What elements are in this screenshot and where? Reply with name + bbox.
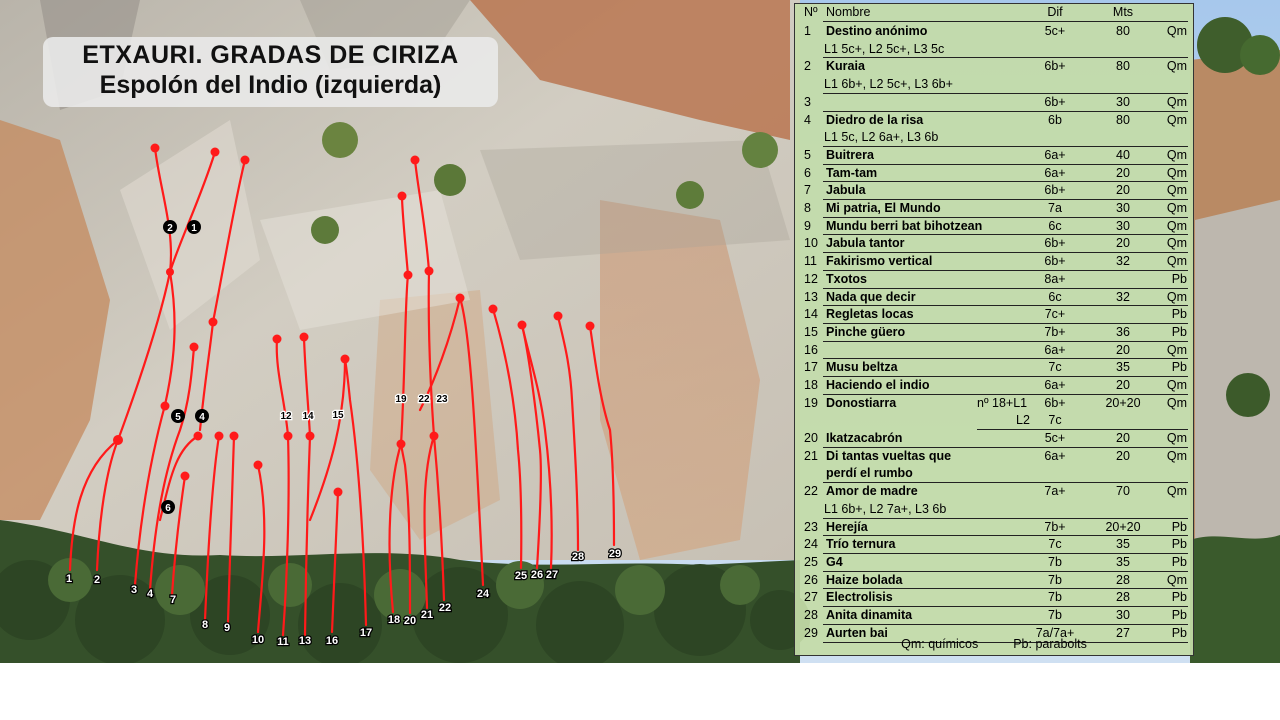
route-number: 11 [277,636,289,648]
route-grade: 7b [1048,555,1062,569]
page-title: ETXAURI. GRADAS DE CIRIZA [82,41,459,69]
route-grade: 7c [1048,360,1062,375]
route-grade: 6b+ [1044,395,1066,410]
route-length: 30 [1116,608,1130,623]
route-length: 35 [1116,360,1130,375]
route-length: 80 [1116,59,1130,74]
route-equipment: Qm [1166,59,1187,74]
route-number: 4 [146,588,154,600]
table-row [795,358,1193,376]
route-length: 20 [1116,183,1130,198]
table-row [795,323,1193,341]
route-number: 28 [571,551,585,563]
route-name: Donostiarra [826,395,897,410]
route-prefix: nº 18+L1 [977,395,1028,410]
route-equipment: Qm [1166,289,1187,304]
route-name: Aurten bai [826,625,888,640]
route-num: 23 [804,519,818,534]
route-num: 5 [804,147,811,162]
route-grade: 7c [1048,537,1062,552]
route-grade: 6b+ [1044,236,1066,251]
route-length: 20 [1116,342,1130,357]
table-row [795,22,1193,57]
route-equipment: Qm [1166,24,1187,38]
route-num: 16 [804,342,818,357]
route-name: Musu beltza [826,360,898,375]
route-length: 28 [1116,572,1130,587]
table-row [795,588,1193,606]
route-equipment: Pb [1171,625,1187,640]
route-name: Pinche güero [826,324,906,339]
route-number: 17 [359,627,373,639]
route-badge [161,500,175,514]
route-grade: 7a+ [1044,484,1066,499]
route-label: 23 [436,394,448,405]
route-equipment: Qm [1166,201,1187,215]
route-grade: 6b+ [1044,183,1066,198]
route-num: 9 [804,218,811,233]
route-number: 26 [530,569,544,581]
route-badge [171,409,185,423]
route-grade: 6a+ [1044,378,1066,392]
route-equipment: Qm [1166,378,1187,392]
route-length: 40 [1116,147,1130,162]
route-equipment: Pb [1171,307,1187,322]
route-badge [163,220,177,234]
route-name: Di tantas vueltas que [826,448,952,463]
route-equipment: Qm [1166,431,1187,446]
table-row [795,181,1193,199]
table-row [795,482,1193,517]
route-table [794,3,1194,656]
route-grade: 6a+ [1044,165,1066,180]
route-number: 21 [420,609,434,621]
route-num: 8 [804,201,811,215]
legend-pb: Pb: parabolts [1013,637,1087,651]
route-equipment: Qm [1166,218,1187,233]
route-badge [195,409,209,423]
route-name: Jabula [826,183,866,198]
route-num: 4 [804,112,811,127]
route-num: 22 [804,484,818,499]
route-name: Diedro de la risa [826,112,924,127]
route-num: 12 [804,271,818,286]
route-name: Txotos [826,271,867,286]
route-length: 20+20 [1105,519,1141,534]
route-badge [187,220,201,234]
route-number: 16 [325,635,339,647]
route-length: 80 [1116,112,1130,127]
route-equipment: Qm [1166,254,1187,269]
route-sub-pitch: L2 [1016,413,1030,428]
route-equipment: Qm [1166,236,1187,251]
route-length: 27 [1116,625,1130,640]
route-number: 13 [298,635,312,647]
table-row [795,288,1193,306]
route-length: 20 [1116,378,1130,392]
route-number: 7 [169,594,177,606]
route-grade: 6a+ [1044,147,1066,162]
table-row [795,57,1193,92]
route-name: Nada que decir [826,289,916,304]
route-length: 70 [1116,484,1130,499]
route-equipment: Pb [1171,555,1187,569]
header-mts: Mts [1112,5,1134,19]
route-name: Mi patria, El Mundo [826,201,941,215]
route-name: Trío ternura [826,537,896,552]
route-length: 28 [1116,590,1130,605]
route-name: G4 [826,555,843,569]
route-grade: 6c [1048,218,1062,233]
table-row [795,93,1193,111]
route-name: Mundu berri bat bihotzean [826,218,983,233]
route-sub-grade: 7c [1048,413,1062,428]
svg-text:1: 1 [191,223,197,234]
route-name: Kuraia [826,59,865,74]
route-length: 20 [1116,431,1130,446]
route-number: 25 [514,570,528,582]
route-num: 17 [804,360,818,375]
route-grade: 6b+ [1044,59,1066,74]
table-row [795,234,1193,252]
route-label: 15 [332,410,344,421]
table-row [795,447,1193,482]
route-length: 20 [1116,165,1130,180]
table-row [795,606,1193,624]
route-name: Electrolisis [826,590,893,605]
table-row [795,111,1193,146]
svg-text:4: 4 [199,412,205,423]
route-label: 22 [418,394,430,405]
route-length: 36 [1116,324,1130,339]
route-pitches: L1 6b+, L2 5c+, L3 6b+ [824,77,953,92]
route-grade: 6b+ [1044,254,1066,269]
route-equipment: Pb [1171,537,1187,552]
route-num: 28 [804,608,818,623]
route-grade: 7c+ [1044,307,1066,322]
table-row [795,376,1193,394]
route-grade: 6c [1048,289,1062,304]
route-equipment: Qm [1166,448,1187,463]
route-label: 12 [280,411,292,422]
route-grade: 7b+ [1044,519,1066,534]
route-equipment: Pb [1171,608,1187,623]
route-equipment: Qm [1166,112,1187,127]
svg-text:6: 6 [165,503,171,514]
route-number: 29 [608,548,622,560]
table-row [795,571,1193,589]
table-row [795,270,1193,288]
route-pitches: L1 5c+, L2 5c+, L3 5c [824,41,945,56]
route-num: 27 [804,590,818,605]
header-name: Nombre [826,5,871,19]
table-row [795,146,1193,164]
route-number: 1 [65,573,73,585]
svg-text:5: 5 [175,412,181,423]
route-num: 2 [804,59,811,74]
table-row [795,535,1193,553]
route-length: 20+20 [1105,395,1141,410]
route-equipment: Pb [1171,271,1187,286]
route-equipment: Qm [1166,484,1187,499]
route-equipment: Pb [1171,360,1187,375]
route-equipment: Pb [1171,590,1187,605]
route-num: 7 [804,183,811,198]
route-grade: 7b [1048,590,1062,605]
table-row [795,199,1193,217]
route-num: 29 [804,625,818,640]
route-length: 35 [1116,555,1130,569]
route-name: Ikatzacabrón [826,431,903,446]
table-row [795,341,1193,359]
table-row [795,217,1193,235]
route-num: 26 [804,572,818,587]
route-name-cont: perdí el rumbo [826,466,913,481]
title-box [43,37,498,107]
route-equipment: Qm [1166,183,1187,198]
table-header [795,5,1193,21]
table-row [795,305,1193,323]
route-equipment: Qm [1166,342,1187,357]
route-length: 20 [1116,448,1130,463]
header-dif: Dif [1047,5,1063,19]
route-length: 32 [1116,254,1130,269]
svg-text:2: 2 [167,223,173,234]
table-legend [795,637,1193,651]
route-number: 2 [93,574,101,586]
route-name: Tam-tam [826,165,878,180]
route-equipment: Qm [1166,395,1187,410]
route-length: 80 [1116,24,1130,38]
route-name: Fakirismo vertical [826,254,933,269]
route-equipment: Pb [1171,519,1187,534]
route-number: 8 [201,619,209,631]
route-number: 20 [403,615,417,627]
table-row [795,164,1193,182]
route-grade: 6a+ [1044,448,1066,463]
route-pitches: L1 6b+, L2 7a+, L3 6b [824,501,947,516]
route-num: 18 [804,378,818,392]
route-number: 24 [476,588,490,600]
route-label: 19 [395,394,407,405]
route-name: Herejía [826,519,868,534]
route-num: 13 [804,289,818,304]
route-num: 11 [804,254,817,269]
route-num: 1 [804,24,811,38]
route-grade: 7b+ [1044,324,1066,339]
route-grade: 5c+ [1044,431,1066,446]
route-length: 32 [1116,289,1130,304]
route-name: Anita dinamita [826,608,913,623]
route-grade: 7a [1048,201,1062,215]
legend-qm: Qm: químicos [901,637,979,651]
route-num: 21 [804,448,818,463]
route-grade: 6b+ [1044,94,1066,109]
route-equipment: Qm [1166,165,1187,180]
route-name: Jabula tantor [826,236,905,251]
table-row [795,553,1193,571]
route-number: 22 [438,602,452,614]
route-length: 35 [1116,537,1130,552]
route-name: Haize bolada [826,572,903,587]
route-num: 3 [804,94,811,109]
route-label: 14 [302,411,314,422]
table-row [795,252,1193,270]
route-pitches: L1 5c, L2 6a+, L3 6b [824,130,939,145]
route-num: 20 [804,431,818,446]
route-number: 9 [223,622,231,634]
route-name: Amor de madre [826,484,918,499]
route-num: 15 [804,324,818,339]
page-subtitle: Espolón del Indio (izquierda) [99,71,442,99]
route-length: 20 [1116,236,1130,251]
header-num: Nº [804,5,818,19]
route-grade: 7b [1048,572,1062,587]
route-equipment: Qm [1166,572,1187,587]
route-name: Haciendo el indio [826,378,930,392]
table-row [795,429,1193,447]
route-num: 24 [804,537,818,552]
route-equipment: Qm [1166,94,1187,109]
route-num: 19 [804,395,818,410]
route-number: 18 [387,614,401,626]
table-row [795,394,1193,429]
route-name: Regletas locas [826,307,914,322]
route-grade: 7a/7a+ [1035,625,1075,640]
route-length: 30 [1116,94,1130,109]
route-equipment: Pb [1171,324,1187,339]
route-name: Buitrera [826,147,874,162]
route-num: 14 [804,307,818,322]
route-num: 6 [804,165,811,180]
route-grade: 6a+ [1044,342,1066,357]
route-grade: 7b [1048,608,1062,623]
route-number: 3 [130,584,138,596]
route-name: Destino anónimo [826,24,928,38]
route-number: 27 [545,569,559,581]
route-grade: 8a+ [1044,271,1066,286]
route-number: 10 [251,634,265,646]
table-row [795,518,1193,536]
route-length: 30 [1116,201,1130,215]
route-num: 10 [804,236,818,251]
route-grade: 6b [1048,112,1062,127]
route-length: 30 [1116,218,1130,233]
route-grade: 5c+ [1044,24,1066,38]
route-equipment: Qm [1166,147,1187,162]
route-num: 25 [804,555,818,569]
